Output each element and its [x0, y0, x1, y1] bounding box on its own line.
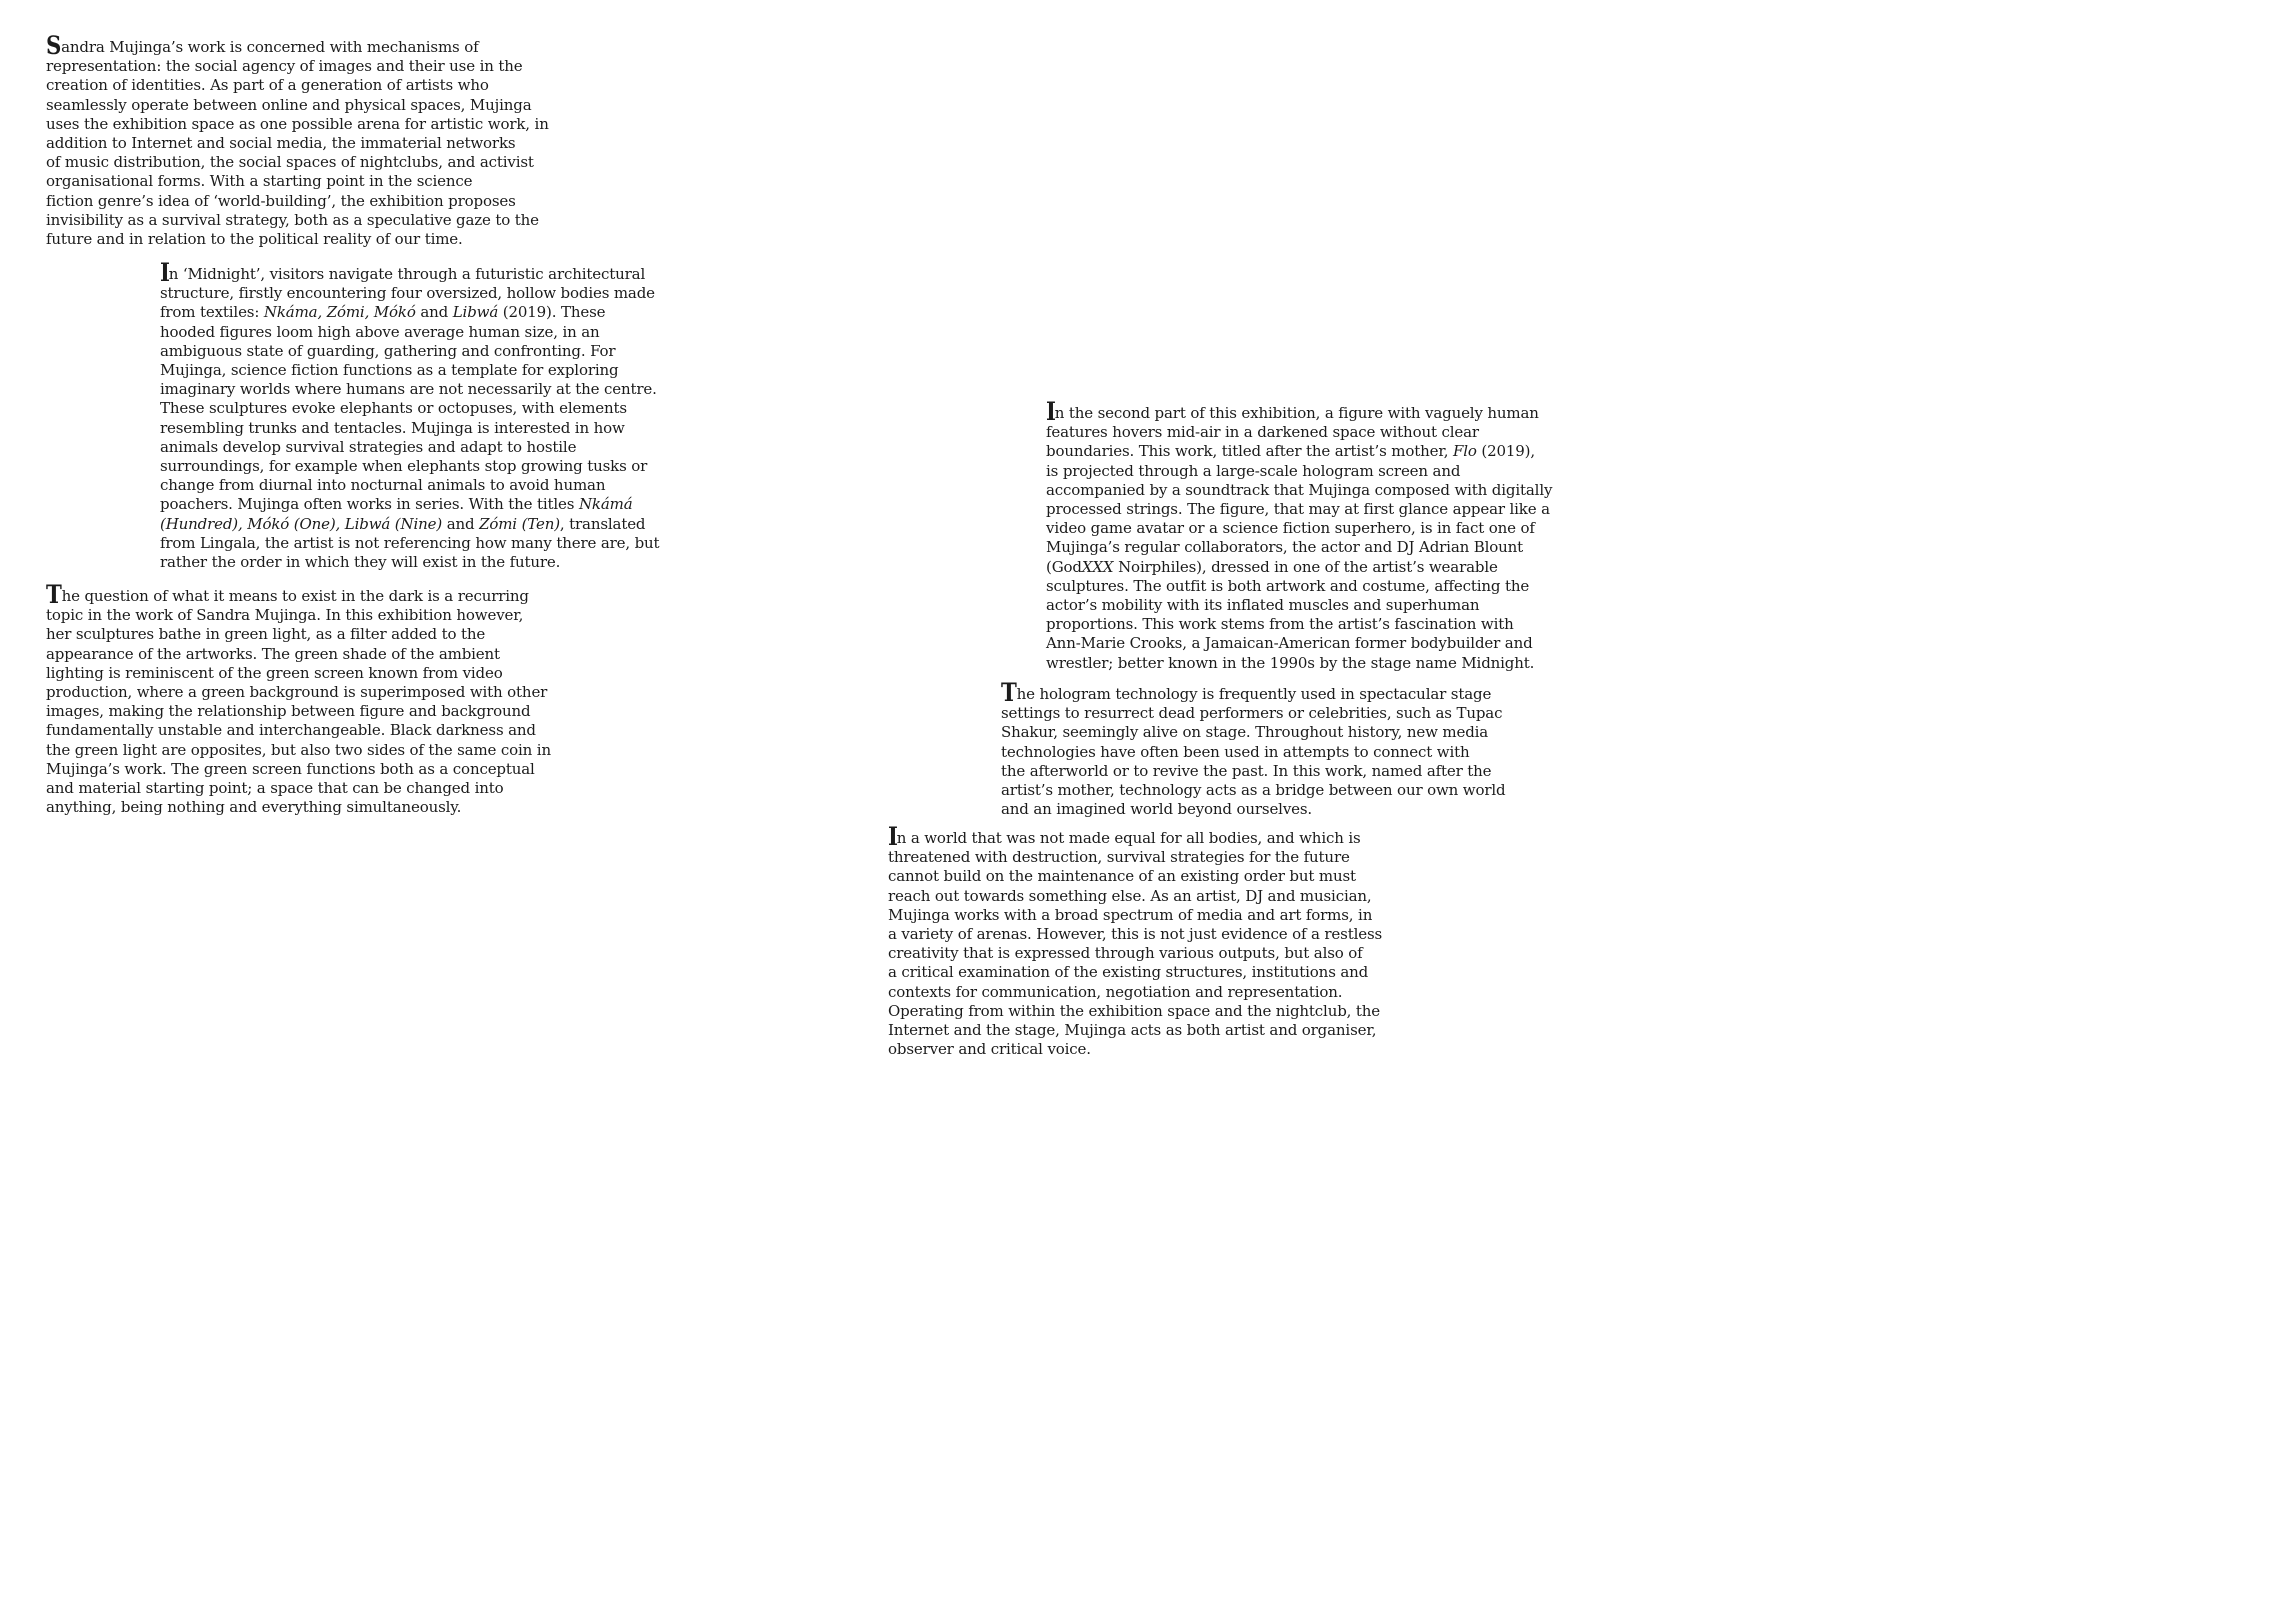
- text-line: Mujinga, science fiction functions as a template for exploring: [160, 361, 619, 380]
- text-line: a critical examination of the existing structures, institutions and: [888, 963, 1369, 982]
- text-line: lighting is reminiscent of the green screen known from video: [46, 663, 503, 682]
- paragraph-midnight: [160, 258, 660, 572]
- text-line: boundaries. This work, titled after the artist’s mother, Flo (2019),: [1046, 442, 1535, 461]
- text-line: surroundings, for example when elephants stop growing tusks or: [160, 457, 648, 476]
- paragraph-intro: [46, 31, 549, 249]
- text-line: These sculptures evoke elephants or octopuses, with elements: [160, 399, 627, 418]
- text-line: Mujinga’s regular collaborators, the actor and DJ Adrian Blount: [1046, 538, 1524, 557]
- drop-initial: T: [46, 580, 61, 609]
- paragraph-darkness: [46, 580, 551, 817]
- text-line: Operating from within the exhibition space and the nightclub, the: [888, 1001, 1381, 1020]
- text-line: In the second part of this exhibition, a figure with vaguely human: [1046, 397, 1539, 426]
- text-line: resembling trunks and tentacles. Mujinga is interested in how: [160, 418, 625, 437]
- text-line: is projected through a large-scale hologram screen and: [1046, 461, 1461, 480]
- text-line: observer and critical voice.: [888, 1040, 1091, 1059]
- text-line: creativity that is expressed through various outputs, but also of: [888, 944, 1363, 963]
- text-line: In a world that was not made equal for all bodies, and which is: [888, 822, 1361, 851]
- text-line: her sculptures bathe in green light, as a filter added to the: [46, 625, 486, 644]
- text-line: artist’s mother, technology acts as a bridge between our own world: [1001, 781, 1506, 800]
- text-line: features hovers mid-air in a darkened space without clear: [1046, 423, 1479, 442]
- text-line: future and in relation to the political reality of our time.: [46, 230, 463, 249]
- text-line: The hologram technology is frequently used in spectacular stage: [1001, 678, 1492, 707]
- paragraph-conclusion: [888, 822, 1383, 1059]
- text-line: production, where a green background is superimposed with other: [46, 683, 548, 702]
- drop-initial: I: [1046, 397, 1056, 426]
- drop-initial: I: [160, 258, 170, 287]
- text-line: accompanied by a soundtrack that Mujinga composed with digitally: [1046, 480, 1553, 499]
- text-line: actor’s mobility with its inflated muscles and superhuman: [1046, 596, 1480, 615]
- text-line: (Hundred), Mókó (One), Libwá (Nine) and Zómi (Ten), translated: [160, 514, 646, 533]
- artist-name-italic: XXX: [1081, 557, 1114, 576]
- text-line: fiction genre’s idea of ‘world-building’, the exhibition proposes: [46, 191, 516, 210]
- text-line: from Lingala, the artist is not referencing how many there are, but: [160, 533, 660, 552]
- text-line: Ann-Marie Crooks, a Jamaican-American former bodybuilder and: [1046, 634, 1533, 653]
- text-line: The question of what it means to exist in the dark is a recurring: [46, 580, 529, 609]
- text-line: seamlessly operate between online and physical spaces, Mujinga: [46, 95, 532, 114]
- text-line: (GodXXX Noirphiles), dressed in one of the artist’s wearable: [1046, 557, 1498, 576]
- drop-initial: I: [888, 822, 898, 851]
- text-line: proportions. This work stems from the artist’s fascination with: [1046, 615, 1514, 634]
- text-line: change from diurnal into nocturnal animals to avoid human: [160, 476, 606, 495]
- text-line: addition to Internet and social media, the immaterial networks: [46, 134, 516, 153]
- artwork-title: Nkámá: [578, 495, 633, 514]
- text-line: Mujinga works with a broad spectrum of media and art forms, in: [888, 905, 1373, 924]
- text-line: technologies have often been used in attempts to connect with: [1001, 742, 1470, 761]
- text-line: Internet and the stage, Mujinga acts as both artist and organiser,: [888, 1021, 1377, 1040]
- text-line: the green light are opposites, but also two sides of the same coin in: [46, 740, 551, 759]
- text-line: poachers. Mujinga often works in series. With the titles Nkámá: [160, 495, 633, 514]
- text-line: settings to resurrect dead performers or celebrities, such as Tupac: [1001, 704, 1503, 723]
- artwork-title: Libwá: [452, 303, 499, 322]
- text-line: In ‘Midnight’, visitors navigate through a futuristic architectural: [160, 258, 646, 287]
- text-line: cannot build on the maintenance of an existing order but must: [888, 867, 1356, 886]
- text-line: of music distribution, the social spaces of nightclubs, and activist: [46, 153, 534, 172]
- text-line: representation: the social agency of images and their use in the: [46, 57, 523, 76]
- text-line: organisational forms. With a starting point in the science: [46, 172, 473, 191]
- text-line: invisibility as a survival strategy, both as a speculative gaze to the: [46, 210, 539, 229]
- text-line: uses the exhibition space as one possible arena for artistic work, in: [46, 114, 549, 133]
- text-line: Sandra Mujinga’s work is concerned with mechanisms of: [46, 31, 479, 60]
- text-line: and an imagined world beyond ourselves.: [1001, 800, 1313, 819]
- text-line: a variety of arenas. However, this is not just evidence of a restless: [888, 925, 1383, 944]
- text-line: rather the order in which they will exist in the future.: [160, 553, 561, 572]
- text-line: sculptures. The outfit is both artwork and costume, affecting the: [1046, 576, 1530, 595]
- artwork-title: Zómi (Ten): [479, 514, 560, 533]
- text-line: topic in the work of Sandra Mujinga. In this exhibition however,: [46, 606, 524, 625]
- drop-initial: S: [46, 31, 61, 60]
- text-line: imaginary worlds where humans are not necessarily at the centre.: [160, 380, 657, 399]
- text-line: Shakur, seemingly alive on stage. Throughout history, new media: [1001, 723, 1489, 742]
- text-line: Mujinga’s work. The green screen functions both as a conceptual: [46, 759, 535, 778]
- text-line: images, making the relationship between figure and background: [46, 702, 531, 721]
- text-line: reach out towards something else. As an artist, DJ and musician,: [888, 886, 1372, 905]
- text-line: from textiles: Nkáma, Zómi, Mókó and Libwá (2019). These: [160, 303, 606, 322]
- text-line: the afterworld or to revive the past. In this work, named after the: [1001, 761, 1492, 780]
- artwork-title: (Hundred), Mókó (One), Libwá (Nine): [160, 514, 443, 533]
- text-line: anything, being nothing and everything simultaneously.: [46, 798, 462, 817]
- paragraph-hologram: [1001, 678, 1506, 819]
- text-line: wrestler; better known in the 1990s by the stage name Midnight.: [1046, 653, 1535, 672]
- text-line: hooded figures loom high above average human size, in an: [160, 322, 600, 341]
- text-line: and material starting point; a space that can be changed into: [46, 779, 504, 798]
- paragraph-flo: [1046, 397, 1553, 673]
- text-line: ambiguous state of guarding, gathering and confronting. For: [160, 341, 616, 360]
- text-line: appearance of the artworks. The green shade of the ambient: [46, 644, 500, 663]
- text-line: creation of identities. As part of a generation of artists who: [46, 76, 489, 95]
- artwork-title: Flo: [1452, 442, 1477, 461]
- text-line: structure, firstly encountering four oversized, hollow bodies made: [160, 284, 655, 303]
- text-line: animals develop survival strategies and adapt to hostile: [160, 437, 577, 456]
- artwork-title: Nkáma, Zómi, Mókó: [263, 303, 416, 322]
- drop-initial: T: [1001, 678, 1016, 707]
- text-line: threatened with destruction, survival strategies for the future: [888, 848, 1350, 867]
- text-line: fundamentally unstable and interchangeable. Black darkness and: [46, 721, 536, 740]
- text-line: contexts for communication, negotiation and representation.: [888, 982, 1343, 1001]
- text-line: video game avatar or a science fiction superhero, is in fact one of: [1046, 519, 1535, 538]
- text-line: processed strings. The figure, that may at first glance appear like a: [1046, 500, 1550, 519]
